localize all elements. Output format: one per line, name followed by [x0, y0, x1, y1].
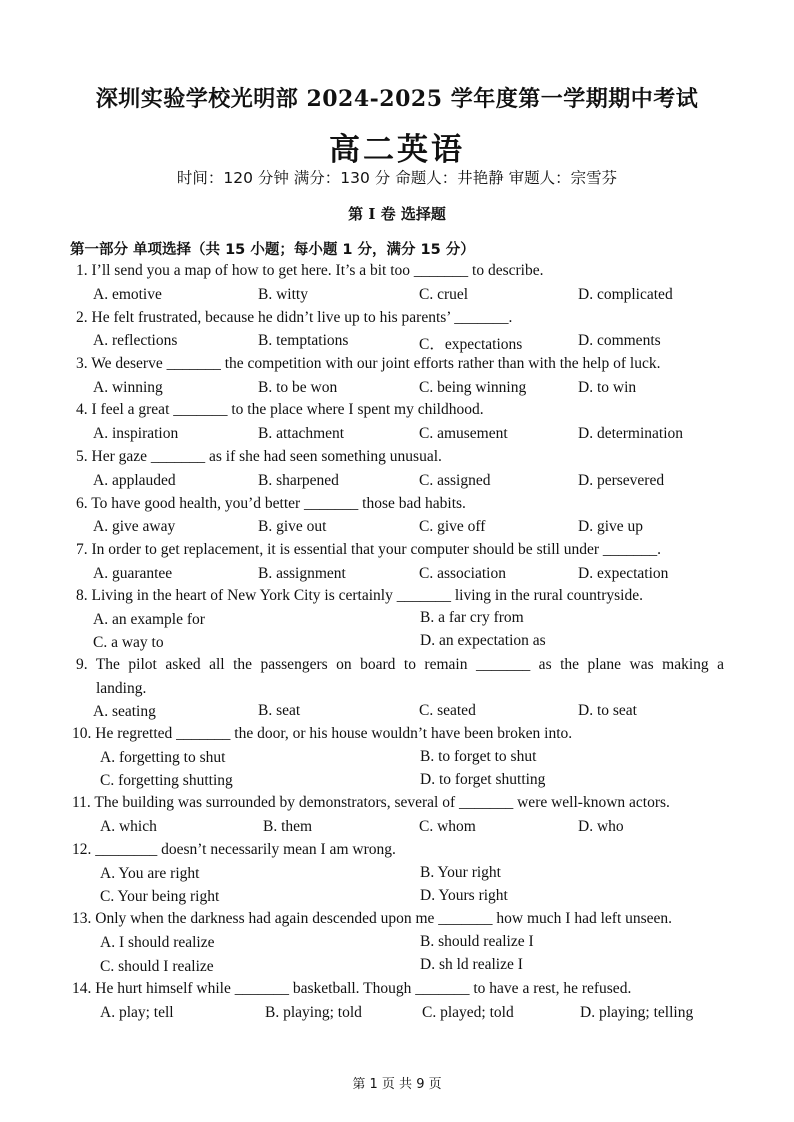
- question-stem: 5. Her gaze _______ as if she had seen something unusual.: [76, 448, 442, 465]
- option: B. to be won: [258, 379, 338, 396]
- question-stem: 4. I feel a great _______ to the place where I spent my childhood.: [76, 401, 484, 418]
- option: D. persevered: [578, 472, 665, 489]
- option: B. witty: [258, 286, 308, 303]
- option: D. comments: [578, 332, 661, 349]
- option: A. seating: [93, 703, 156, 720]
- option: D. to win: [578, 379, 637, 396]
- option: A. You are right: [100, 865, 200, 882]
- option: C. amusement: [419, 425, 508, 442]
- exam-title: 深圳实验学校光明部 2024-2025 学年度第一学期期中考试: [95, 86, 699, 112]
- question-stem: 14. He hurt himself while _______ basketball. Though _______ to have a rest, he refused.: [72, 980, 632, 997]
- option: B. temptations: [258, 332, 349, 349]
- option: B. should realize I: [420, 933, 534, 950]
- exam-info: 时间：120 分钟 满分：130 分 命题人：井艳静 审题人：宗雪芬: [176, 169, 618, 187]
- question-stem: 10. He regretted _______ the door, or his house wouldn’t have been broken into.: [72, 725, 573, 742]
- option: D. who: [578, 818, 624, 835]
- option: D. to seat: [578, 702, 637, 719]
- volume-title: 第 I 卷 选择题: [348, 205, 446, 223]
- option: D. an expectation as: [420, 632, 546, 649]
- option: A. give away: [93, 518, 176, 535]
- option: B. sharpened: [258, 472, 339, 489]
- question-stem: 1. I’ll send you a map of how to get here. It’s a bit too _______ to describe.: [76, 262, 544, 279]
- option: C. give off: [419, 518, 486, 535]
- option: A. forgetting to shut: [100, 749, 226, 766]
- option: A. emotive: [93, 286, 162, 303]
- option: A. guarantee: [93, 565, 173, 582]
- option: A. I should realize: [100, 934, 215, 951]
- option: B. Your right: [420, 864, 501, 881]
- section-title: 第一部分 单项选择（共 15 小题；每小题 1 分，满分 15 分）: [70, 242, 475, 258]
- option: D. give up: [578, 518, 644, 535]
- option: C. should I realize: [100, 958, 214, 975]
- option: D. expectation: [578, 565, 669, 582]
- option: C. a way to: [93, 634, 164, 651]
- option: B. them: [263, 818, 313, 835]
- question-stem: 12. ________ doesn’t necessarily mean I am wrong.: [72, 841, 396, 858]
- option: D. to forget shutting: [420, 771, 546, 788]
- question-stem: 13. Only when the darkness had again descended upon me _______ how much I had left unseen.: [72, 910, 673, 927]
- question-stem: 7. In order to get replacement, it is essential that your computer should be still under _______.: [76, 541, 661, 558]
- subject-title: 高二英语: [329, 132, 465, 168]
- question-stem: 11. The building was surrounded by demonstrators, several of _______ were well-known actors.: [72, 794, 670, 811]
- option: B. seat: [258, 702, 301, 719]
- option: B. assignment: [258, 565, 346, 582]
- option: C. association: [419, 565, 506, 582]
- option: D. playing; telling: [580, 1004, 694, 1021]
- option: D. Yours right: [420, 887, 508, 904]
- option: C. assigned: [419, 472, 491, 489]
- option: C．expectations: [419, 336, 523, 353]
- option: A. applauded: [93, 472, 176, 489]
- question-stem: 6. To have good health, you’d better _______ those bad habits.: [76, 495, 466, 512]
- question-stem: 9. The pilot asked all the passengers on board to remain _______ as the plane was making a: [76, 656, 724, 673]
- option: A. which: [100, 818, 157, 835]
- option: B. a far cry from: [420, 609, 524, 626]
- option: A. reflections: [93, 332, 178, 349]
- option: D. sh ld realize I: [420, 956, 523, 973]
- page-number: 第 1 页 共 9 页: [352, 1077, 442, 1092]
- option: A. an example for: [93, 611, 205, 628]
- option: C. seated: [419, 702, 476, 719]
- option: D. complicated: [578, 286, 673, 303]
- option: C. cruel: [419, 286, 469, 303]
- question-stem: 8. Living in the heart of New York City is certainly _______ living in the rural countryside.: [76, 587, 643, 604]
- question-stem: 2. He felt frustrated, because he didn’t live up to his parents’ _______.: [76, 309, 513, 326]
- question-stem: 3. We deserve _______ the competition with our joint efforts rather than with the help of luck.: [76, 355, 661, 372]
- option: C. played; told: [422, 1004, 514, 1021]
- option: A. winning: [93, 379, 163, 396]
- option: C. being winning: [419, 379, 527, 396]
- option: B. attachment: [258, 425, 345, 442]
- option: C. whom: [419, 818, 476, 835]
- option: B. to forget to shut: [420, 748, 537, 765]
- option: C. Your being right: [100, 888, 220, 905]
- option: D. determination: [578, 425, 684, 442]
- option: B. playing; told: [265, 1004, 362, 1021]
- option: B. give out: [258, 518, 327, 535]
- option: C. forgetting shutting: [100, 772, 233, 789]
- option: A. inspiration: [93, 425, 179, 442]
- question-stem-continued: landing.: [96, 680, 147, 697]
- option: A. play; tell: [100, 1004, 174, 1021]
